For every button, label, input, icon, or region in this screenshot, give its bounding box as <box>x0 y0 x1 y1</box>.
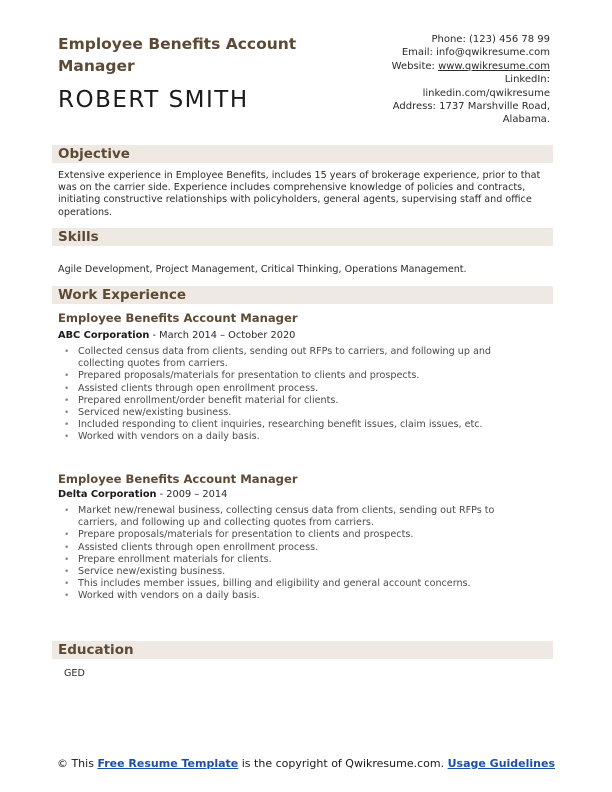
job-2-company: Delta Corporation <box>58 489 157 500</box>
contact-website <box>320 60 550 73</box>
contact-address <box>320 100 550 127</box>
footer-prefix: © This <box>56 757 94 770</box>
candidate-name: ROBERT SMITH <box>58 87 249 113</box>
list-item: • Service new/existing business. <box>64 566 534 578</box>
skills-text: Agile Development, Project Management, Critical Thinking, Operations Management. <box>58 264 467 275</box>
job-2-company-line <box>58 489 227 501</box>
list-item: • Included responding to client inquiries, researching benefit issues, claim issues, etc. <box>64 419 534 431</box>
website-link[interactable]: www.qwikresume.com <box>438 60 550 72</box>
list-item: • Prepare proposals/materials for presentation to clients and prospects. <box>64 529 534 541</box>
contact-linkedin-label: LinkedIn: <box>504 74 550 86</box>
list-item: • This includes member issues, billing and eligibility and general account concerns. <box>64 578 534 590</box>
contact-phone <box>320 33 550 46</box>
resume-job-title: Employee Benefits Account Manager <box>58 35 297 75</box>
website-label: Website: <box>391 60 435 72</box>
objective-text: Extensive experience in Employee Benefits, includes 15 years of brokerage experience, prior to that was on the carrier side. Experience includes comprehensive knowledge of policies and contracts, initiating constructive relationships with policyholders, general agents, supervising staff and office operations. <box>58 170 541 218</box>
list-item: • Worked with vendors on a daily basis. <box>64 431 534 443</box>
list-item: • Market new/renewal business, collecting census data from clients, sending out RFPs to carriers, and following up and collecting quotes from carriers. <box>64 505 534 529</box>
work-experience-heading: Work Experience <box>52 286 553 304</box>
job-2-dates: - 2009 – 2014 <box>159 489 228 500</box>
phone-value: (123) 456 78 99 <box>469 34 550 45</box>
email-label: Email: <box>401 47 433 59</box>
list-item: • Prepared proposals/materials for presentation to clients and prospects. <box>64 370 534 382</box>
job-2-bullet-list <box>64 505 534 603</box>
address-label: Address: <box>392 101 436 113</box>
list-item: • Assisted clients through open enrollment process. <box>64 383 534 395</box>
skills-heading: Skills <box>52 228 553 246</box>
list-item: • Serviced new/existing business. <box>64 407 534 419</box>
free-resume-template-link[interactable]: Free Resume Template <box>97 757 239 770</box>
email-value: info@qwikresume.com <box>436 47 550 59</box>
job-1-title: Employee Benefits Account Manager <box>58 311 298 325</box>
list-item: • Worked with vendors on a daily basis. <box>64 590 534 602</box>
job-2-title: Employee Benefits Account Manager <box>58 472 298 486</box>
list-item: • Collected census data from clients, sending out RFPs to carriers, and following up and collecting quotes from carriers. <box>64 346 534 370</box>
job-1-bullet-list <box>64 346 534 444</box>
list-item: • Assisted clients through open enrollment process. <box>64 542 534 554</box>
objective-heading: Objective <box>52 145 553 163</box>
usage-guidelines-link[interactable]: Usage Guidelines <box>447 757 556 770</box>
phone-label: Phone: <box>431 34 466 45</box>
job-1-company: ABC Corporation <box>58 330 150 341</box>
contact-email <box>320 46 550 59</box>
education-heading: Education <box>52 641 553 659</box>
contact-block <box>320 33 550 127</box>
job-1-dates: - March 2014 – October 2020 <box>152 330 296 341</box>
footer-middle: is the copyright of Qwikresume.com. <box>241 757 445 770</box>
address-value: 1737 Marshville Road, Alabama. <box>439 101 550 126</box>
contact-linkedin-value: linkedin.com/qwikresume <box>422 87 550 99</box>
list-item: • Prepared enrollment/order benefit material for clients. <box>64 395 534 407</box>
copyright-footer <box>0 757 612 771</box>
list-item: • Prepare enrollment materials for clients. <box>64 554 534 566</box>
job-1-company-line <box>58 330 295 342</box>
education-text: GED <box>64 668 85 679</box>
